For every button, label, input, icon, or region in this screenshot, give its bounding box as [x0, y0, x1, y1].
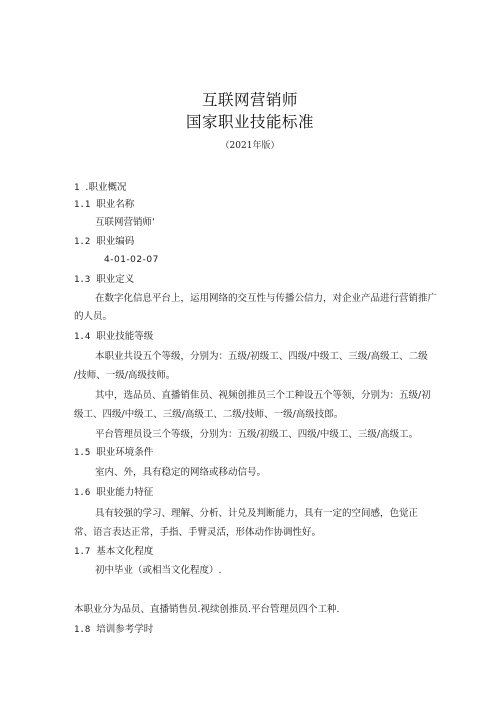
section-1-8-heading	[74, 623, 153, 637]
section-1-4-para2-line2: 级工、四级/中级工、三级/高级工、二级/技师、一级/高级技郎。	[74, 409, 344, 420]
section-title: 职业技能等级	[96, 331, 154, 342]
section-title: 培训参考学时	[96, 624, 154, 635]
section-1-4-para2-line1: 其中，选品员、直播销隹员、视频创推员三个工种设五个等领，分别为：五级/初	[95, 390, 431, 401]
section-number: 1	[74, 183, 80, 193]
section-1-heading	[74, 181, 126, 195]
section-title: 基本文化程度	[96, 546, 154, 557]
document-title-line1: 互联网营销师	[201, 91, 298, 109]
section-title: .职业概况	[85, 182, 127, 193]
section-1-4-para1-line2: /技师、一级/高级技师。	[74, 370, 176, 381]
section-number: 1.3	[74, 275, 91, 285]
section-1-6-body-line2: 常、语言表达正常，手指、手臂灵活，形体动作协调性好。	[74, 527, 322, 538]
section-number: 1.1	[74, 200, 91, 210]
section-1-7-body: 初中毕业（或相当文化程度）.	[95, 565, 222, 576]
section-title: 职业名称	[96, 199, 135, 210]
section-1-6-body-line1: 具有较强的学习、理解、分析、计兑及判断能力，具有一定的空间感，色觉正	[95, 508, 419, 519]
occupation-code: 4-01-02-07	[104, 255, 159, 265]
section-1-2-heading	[74, 235, 134, 249]
document-edition: （2021年版）	[220, 141, 280, 151]
section-1-4-heading	[74, 330, 153, 344]
section-title: 职业编码	[96, 236, 135, 247]
section-1-3-heading	[74, 273, 134, 287]
section-number: 1.5	[74, 448, 91, 458]
section-1-6-heading	[74, 486, 153, 500]
section-1-3-body-line2: 的人员。	[74, 311, 113, 322]
section-title: 职业能力特征	[96, 487, 154, 498]
section-number: 1.2	[74, 237, 91, 247]
section-1-1-body: 互联网营销师'	[95, 217, 155, 228]
section-title: 职业定义	[96, 274, 135, 285]
section-1-7-heading	[74, 545, 153, 559]
section-number: 1.4	[74, 332, 91, 342]
section-1-4-para3: 平台管理员设三个等级，分别为：五级/初级工、四级/中级工、三级/高级工。	[95, 429, 419, 440]
section-1-1-heading	[74, 198, 134, 212]
work-types-note: 本职业分为品员、直播销售员.视续创推员.平台管理员四个工种.	[74, 604, 340, 615]
section-number: 1.6	[74, 488, 91, 498]
document-title-line2: 国家职业技能标准	[185, 113, 314, 131]
section-1-3-body-line1: 在数字化信息平台上，运用网络的交互性与传播公信力，对企业产品进行营销推广	[95, 293, 438, 304]
section-1-5-body: 室内、外，具有稳定的网络或移动信号。	[95, 467, 267, 478]
section-title: 职业环境条件	[96, 447, 154, 458]
section-1-4-para1-line1: 本职业共设五个等级，分别为：五级/初级工、四级/中级工、三级/高级工、二级	[95, 351, 428, 362]
section-number: 1.7	[74, 547, 91, 557]
section-number: 1.8	[74, 625, 91, 635]
section-1-5-heading	[74, 446, 153, 460]
